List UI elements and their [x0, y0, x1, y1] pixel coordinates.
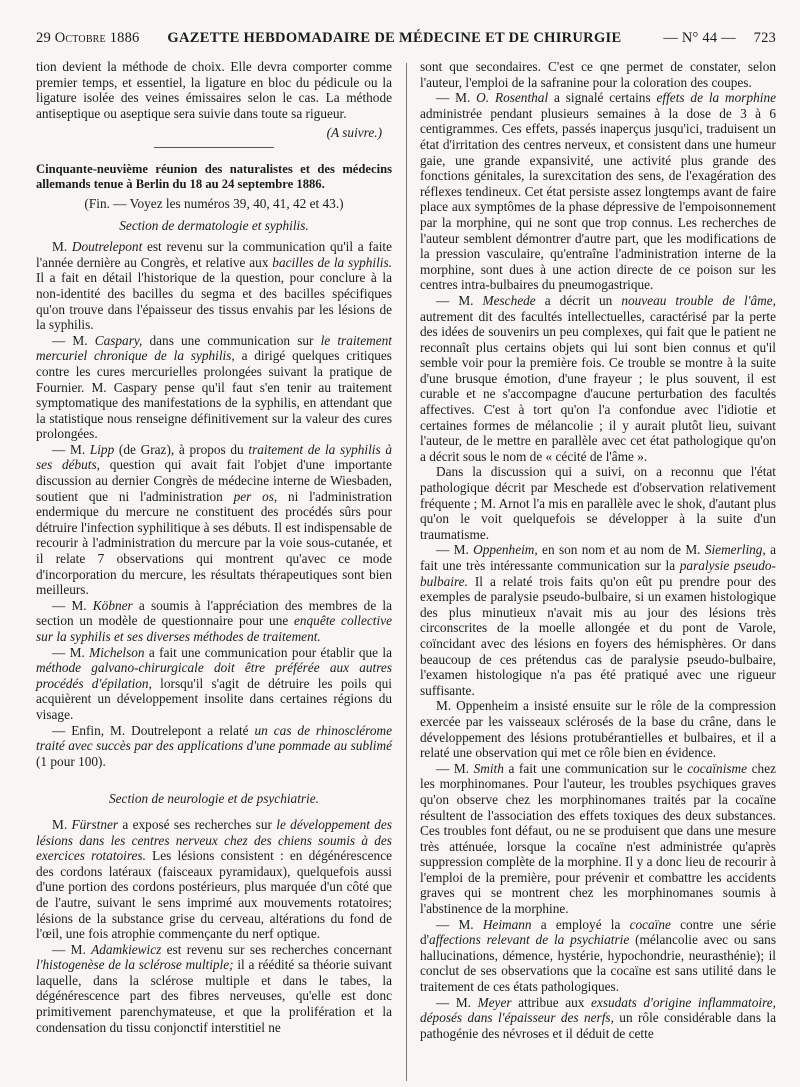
- section-heading-dermatology: Section de dermatologie et syphilis.: [119, 217, 309, 233]
- paragraph-oppenheim: — M. Oppenheim, en son nom et au nom de M. Siemerling, a fait une très intéressante communication sur la paralysie pseudo-bulbaire. Il a relaté trois faits qu'on eût pu prendre pour des exemples de paralysie pseudo-bulbaire, si un examen histologique des plus minutieux n'avait mis au jour des lésions très circonscrites de la moelle allongée et du pont de Varole, coïncidant avec des lésions en foyers des hémisphères. Or dans beaucoup de ces prétendus cas de paralysie pseudo-bulbaire, l'examen histologique n'a pas été pratiqué avec une rigueur suffisante.: [420, 542, 776, 698]
- author-name: Köbner: [92, 597, 133, 613]
- paragraph-rosenthal: — M. O. Rosenthal a signalé certains effets de la morphine administrée pendant plusieurs semaines à la dose de 3 à 6 centigrammes. Ces effets, passés inaperçus jusqu'ici, traduisent un état d'irritation des centres nerveux, et consistent dans une humeur gaie, une grande expansivité, une activité plus grande des fonctions génitales, la surexcitation des sens, de l'exagération des réflexes tendineux. Cet état persiste assez longtemps avant de faire place aux symptômes de la phase dépressive de l'empoisonnement par la morphine, qui ne sont que trop connus. Les recherches de l'auteur semblent démontrer d'autre part, que les modifications de la pression vasculaire, qu'entraîne l'administration interne de la morphine, sont dues à une action directe de ce poison sur les centres intra-bulbaires du pneumogastrique.: [420, 90, 776, 293]
- paragraph-meschede: — M. Meschede a décrit un nouveau trouble de l'âme, autrement dit des facultés intellectuelles, caractérisé par la perte des idées de souvenirs un peu complexes, qui fait que le patient ne reconnaît plus certains objets qui lui sont bien connus et qu'il semble voir pour la première fois. Ce trouble se montre à la suite d'une brusque émotion, d'une frayeur ; le plus souvent, il est curable et ne s'accompagne d'aucune perturbation des facultés affectives. C'est à tort qu'on l'a confondue avec l'idiotie et certaines formes de mélancolie ; il y aurait plutôt lieu, suivant l'auteur, de le mettre en parallèle avec cet état pathologique qu'on a décrit sous le nom de « cécité de l'âme ».: [420, 292, 776, 464]
- author-name: Adamkiewicz: [91, 941, 162, 957]
- column-rule: [406, 63, 407, 1081]
- author-name: Heimann: [482, 916, 532, 932]
- author-name: Meyer: [477, 994, 512, 1010]
- author-name: Siemerling,: [704, 542, 766, 558]
- author-name: Smith: [473, 760, 504, 776]
- to-be-continued: (A suivre.): [326, 125, 382, 141]
- author-name: Caspary,: [94, 332, 143, 348]
- article-separator: [154, 147, 274, 148]
- running-header: [36, 30, 776, 53]
- paragraph-michelson: — M. Michelson a fait une communication pour établir que la méthode galvano-chirurgicale doit être préférée aux autres procédés d'épilation, lorsqu'il s'agit de détruire les poils qui acquièrent un développement insolite dans certaines régions du visage.: [36, 644, 393, 722]
- author-name: Oppenheim,: [473, 542, 538, 558]
- meeting-heading: Cinquante-neuvième réunion des naturalistes et des médecins allemands tenue à Berlin du 18 au 24 septembre 1886.: [36, 161, 392, 191]
- two-column-body: [36, 59, 776, 1041]
- paragraph-caspary: — M. Caspary, dans une communication sur le traitement mercuriel chronique de la syphilis, a dirigé quelques critiques contre les cures mercurielles prolongées suivant la pratique de Fournier. M. Caspary pense qu'il faut s'en tenir au traitement symptomatique des manifestations de la syphilis, en attendant que la statistique nous renseigne définitivement sur la valeur des cures prolongées.: [36, 332, 392, 442]
- paragraph-heimann: — M. Heimann a employé la cocaïne contre une série d'affections relevant de la psychiatrie (mélancolie avec ou sans hallucinations, démence, hystérie, hypochondrie, neurasthénie); il conclut de ses observations que la cocaïne est sans utilité dans le traitement de ces états pathologiques.: [420, 916, 777, 995]
- paragraph-smith: — M. Smith a fait une communication sur le cocaïnisme chez les morphinomanes. Pour l'auteur, les troubles psychiques graves qu'on observe chez les morphinomanes traités par la cocaïne résultent de l'association des effets toxiques des deux substances. Ces troubles font défaut, ou ne se produisent que dans une mesure très atténuée, lorsque la cocaïne n'est administrée qu'après suppression complète de la morphine. Il y a donc lieu de recourir à l'emploi de la première, pour prévenir et combattre les accidents graves qui se montrent chez les morphinomanes soumis à l'abstinence de la morphine.: [420, 760, 776, 917]
- paragraph-rhinoscleroma: — Enfin, M. Doutrelepont a relaté un cas de rhinosclérome traité avec succès par des applications d'une pommade au sublimé (1 pour 100).: [36, 722, 392, 769]
- section-heading-neurology: Section de neurologie et de psychiatrie.: [109, 791, 319, 807]
- author-name: Doutrelepont: [71, 239, 143, 255]
- paragraph-doutrelepont: M. Doutrelepont est revenu sur la communication qu'il a faite l'année dernière au Congrès, et relative aux bacilles de la syphilis. Il a fait en détail l'historique de la question, pour conclure à la non-identité des bacilles du segma et des bacilles spécifiques qu'on trouve dans l'épaisseur des tissus envahis par les lésions de la syphilis.: [36, 239, 392, 333]
- paragraph-lipp: — M. Lipp (de Graz), à propos du traitement de la syphilis à ses débuts, question qui avait fait l'objet d'une importante discussion au dernier Congrès de médecine interne de Wiesbaden, soutient que ni l'administration per os, ni l'administration endermique du mercure ne constituent des procédés sûrs pour détruire l'infection syphilitique à ses débuts. Il est indispensable de recourir à l'administration du mercure par la voie sous-cutanée, et il relate 7 observations qui montrent qu'avec ce mode d'incorporation du mercure, les résultats thérapeutiques sont bien meilleurs.: [36, 441, 393, 598]
- author-name: Michelson: [89, 644, 145, 660]
- left-column: [36, 59, 392, 1041]
- journal-title: GAZETTE HEBDOMADAIRE DE MÉDECINE ET DE CHIRURGIE: [167, 30, 622, 46]
- paragraph-adamkiewicz: — M. Adamkiewicz est revenu sur ses recherches concernant l'histogenèse de la sclérose multiple; il a réédité sa théorie suivant laquelle, dans la sclérose multiple et dans le tabes, la dégénérescence part des fibres nerveuses, qu'elle est donc primitivement parenchymateuse, et que la prolifération et la condensation du tissu conjonctif interstitiel ne: [36, 941, 393, 1035]
- continued-paragraph: tion devient la méthode de choix. Elle devra comporter comme premier temps, et essentiel, la ligature en bloc du pédicule ou la ligature isolée des veines émissaires selon le cas. La méthode antiseptique ou aseptique sera suivie dans toute sa rigueur.: [36, 59, 392, 121]
- author-name: Lipp: [89, 441, 115, 457]
- paragraph-oppenheim-compression: M. Oppenheim a insisté ensuite sur le rôle de la compression exercée par les vaisseaux sclérosés de la base du crâne, dans le développement des lésions protubérantielles et bulbaires, et il a relaté une observation qui met ce rôle bien en évidence.: [420, 698, 776, 761]
- paragraph-discussion: Dans la discussion qui a suivi, on a reconnu que l'état pathologique décrit par Meschede est d'observation relativement fréquente ; M. Arnot l'a mis en parallèle avec le shok, d'autant plus qu'on le voit quelquefois se développer à la suite d'un traumatisme.: [420, 464, 776, 542]
- author-name: O. Rosenthal: [476, 90, 549, 106]
- page-number: 723: [753, 30, 776, 46]
- continued-paragraph-right: sont que secondaires. C'est ce qne permet de constater, selon l'auteur, l'emploi de la safranine pour la coloration des coupes.: [420, 59, 776, 90]
- paragraph-kobner: — M. Köbner a soumis à l'appréciation des membres de la section un modèle de questionnaire pour une enquête collective sur la syphilis et ses diverses méthodes de traitement.: [36, 597, 392, 644]
- author-name: Meschede: [482, 292, 536, 308]
- right-column: [420, 59, 776, 1041]
- series-note: (Fin. — Voyez les numéros 39, 40, 41, 42 et 43.): [84, 195, 344, 211]
- issue-and-page: [649, 30, 776, 47]
- issue-number: — N° 44 —: [663, 30, 736, 46]
- issue-date: 29 Octobre 1886: [36, 30, 140, 46]
- paragraph-meyer: — M. Meyer attribue aux exsudats d'origine inflammatoire, déposés dans l'épaisseur des nerfs, un rôle considérable dans la pathogénie des névroses et il déduit de cette: [420, 994, 776, 1041]
- paragraph-furstner: M. Fürstner a exposé ses recherches sur le développement des lésions dans les centres nerveux chez des chiens soumis à des exercices rotatoires. Les lésions consistent : en dégénérescence des cordons latéraux (faisceaux pyramidaux), quelquefois aussi d'une portion des cordons postérieurs, plus marquée d'un côté que de l'autre, suivant le sens imprimé aux mouvements rotatoires; lésions de la substance grise du cerveau, altérations du fond de l'œil, une fois atrophie commençante du nerf optique.: [36, 816, 392, 942]
- author-name: Fürstner: [71, 816, 119, 832]
